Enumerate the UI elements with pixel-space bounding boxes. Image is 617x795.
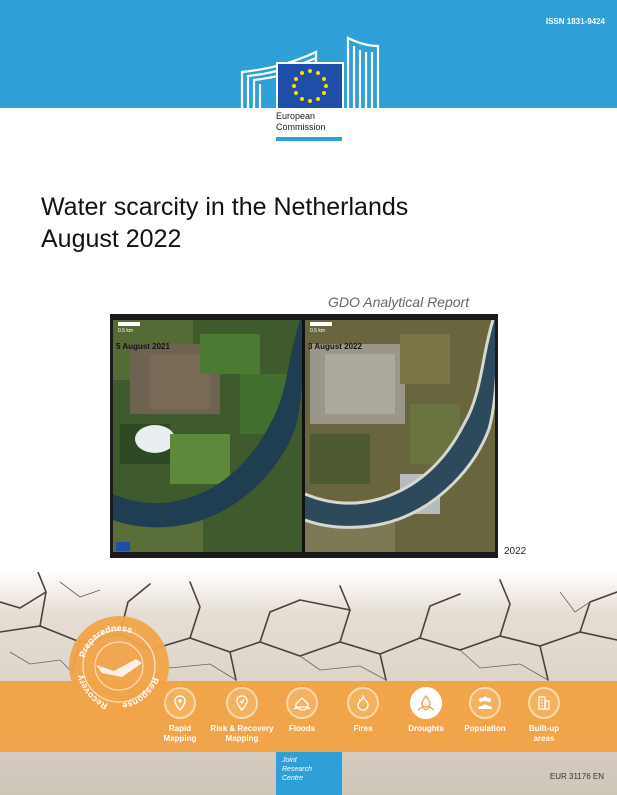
population-icon: [469, 687, 501, 719]
report-type: GDO Analytical Report: [328, 294, 470, 310]
category-rapid-mapping: [146, 687, 214, 744]
image-2021-panel: [113, 320, 304, 554]
image-2022-panel: [305, 320, 498, 554]
page-title: [41, 191, 408, 255]
cycle-response-label: Response: [121, 676, 161, 712]
title-line-2: August 2022: [41, 225, 182, 253]
report-number: EUR 31176 EN: [549, 772, 604, 781]
category-droughts: [392, 687, 460, 734]
satellite-image-svg: [110, 314, 498, 558]
building-icon: [528, 687, 560, 719]
european-commission-logo-text: [276, 111, 326, 133]
drought-icon: [410, 687, 442, 719]
category-label: Rapid Mapping: [163, 724, 197, 743]
category-population: [451, 687, 519, 734]
scale-label-right: 0.5 km: [310, 328, 326, 334]
category-risk-recovery-mapping: [208, 687, 276, 744]
map-pin-icon: [226, 687, 258, 719]
publication-year: 2022: [504, 546, 527, 557]
category-label: Population: [464, 724, 506, 733]
cycle-recovery-label: Recovery: [74, 673, 109, 712]
category-label: Risk & Recovery Mapping: [210, 724, 274, 743]
title-line-1: Water scarcity in the Netherlands: [41, 193, 409, 221]
logo-line-1: European: [276, 111, 316, 121]
jrc-logo-text: [282, 756, 312, 783]
scale-label-left: 0.5 km: [118, 328, 134, 334]
map-pin-icon: [164, 687, 196, 719]
scale-bar-right: [310, 322, 332, 326]
category-label: Built-up areas: [528, 724, 560, 743]
jrc-line-1: Joint: [282, 757, 297, 764]
jrc-line-3: Centre: [282, 775, 304, 782]
satellite-comparison-image: [110, 314, 498, 558]
fire-icon: [347, 687, 379, 719]
category-label: Droughts: [408, 724, 444, 733]
cycle-preparedness-label: Preparedness: [77, 622, 134, 659]
copernicus-eu-flag-icon: [116, 542, 130, 551]
category-floods: [268, 687, 336, 734]
date-label-2022: 3 August 2022: [308, 342, 362, 351]
category-label: Floods: [288, 724, 316, 733]
category-label: Fires: [353, 724, 373, 733]
category-fires: [329, 687, 397, 734]
jrc-line-2: Research: [282, 766, 312, 773]
flood-icon: [286, 687, 318, 719]
category-built-up-areas: [510, 687, 578, 744]
logo-underline: [276, 137, 342, 141]
date-label-2021: 5 August 2021: [116, 342, 170, 351]
scale-bar-left: [118, 322, 140, 326]
logo-line-2: Commission: [276, 122, 326, 132]
issn-number: ISSN 1831-9424: [545, 17, 605, 26]
